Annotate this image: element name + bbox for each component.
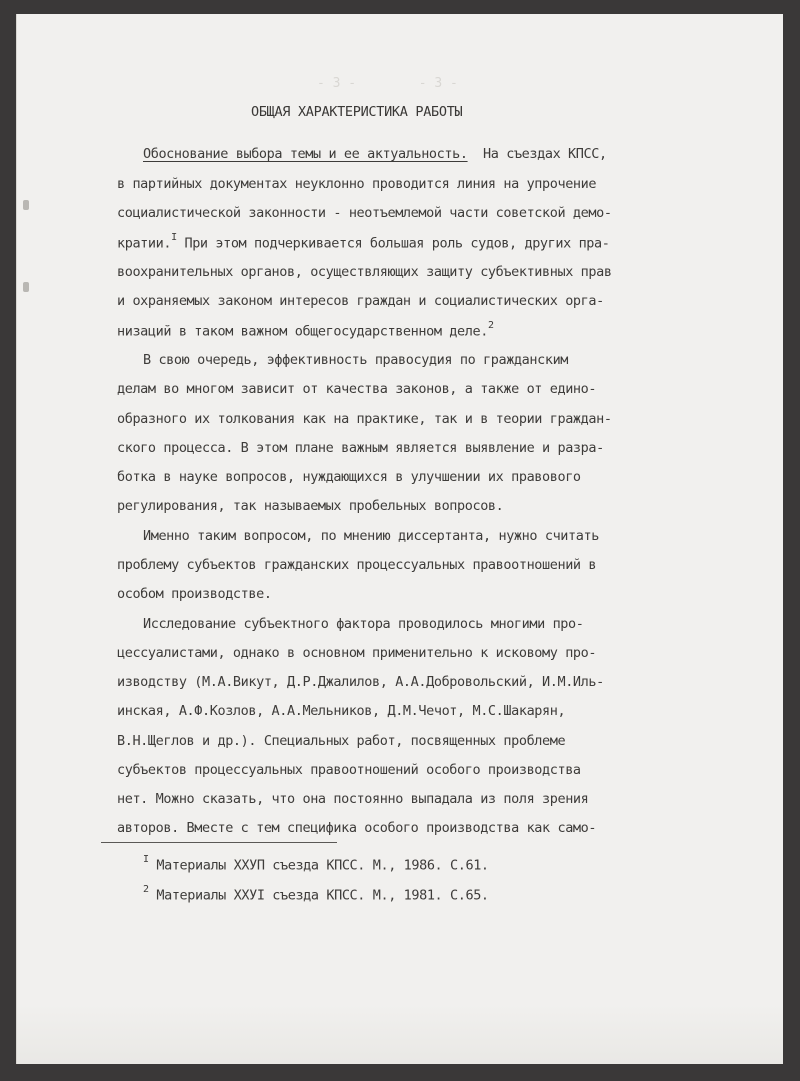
text-line: ботка в науке вопросов, нуждающихся в улучшении их правового [117,469,581,485]
text-line: В свою очередь, эффективность правосудия по гражданским [143,352,569,368]
text-line: цессуалистами, однако в основном применительно к исковому про- [117,645,597,661]
text-line: инская, А.Ф.Козлов, А.А.Мельников, Д.М.Чечот, М.С.Шакарян, [117,703,566,719]
text-line: воохранительных органов, осуществляющих защиту субъективных прав [117,264,612,280]
text-line: образного их толкования как на практике, так и в теории граждан- [117,411,612,427]
text-line: авторов. Вместе с тем специфика особого производства как само- [117,820,597,836]
text-line: в партийных документах неуклонно проводится линия на упрочение [117,176,597,192]
text-line: и охраняемых законом интересов граждан и социалистических орга- [117,293,604,309]
section-heading: Обоснование выбора темы и ее актуальность. [143,146,468,162]
footnote: $^I$ Материалы ХХУП съезда КПСС. М., 1986. С.61. [143,854,489,874]
footnote-mark: 2 [143,884,149,895]
text-line: Обоснование выбора темы и ее актуальность. На съездах КПСС, [143,146,607,162]
text-line: В.Н.Щеглов и др.). Специальных работ, посвященных проблеме [117,733,566,749]
text-line: регулирования, так называемых пробельных вопросов. [117,498,504,514]
text-line: кратии.$^I$ При этом подчеркивается большая роль судов, других пра- [117,232,610,252]
footnote: $^2$ Материалы ХХУI съезда КПСС. М., 1981. С.65. [143,884,489,904]
text-line: проблему субъектов гражданских процессуальных правоотношений в [117,557,597,573]
binding-mark [23,282,29,292]
text-line: Именно таким вопросом, по мнению диссертанта, нужно считать [143,528,599,544]
footnote-ref: 2 [487,320,494,331]
text-line: Исследование субъектного фактора проводилось многими про- [143,616,584,632]
text-line: ского процесса. В этом плане важным является выявление и разра- [117,440,604,456]
page-title: ОБЩАЯ ХАРАКТЕРИСТИКА РАБОТЫ [251,104,463,120]
text-line: субъектов процессуальных правоотношений особого производства [117,762,581,778]
text-line: делам во многом зависит от качества законов, а также от едино- [117,381,597,397]
document-page [16,14,783,1064]
footnote-separator [101,842,337,843]
footnote-mark: I [143,854,149,865]
text-line: социалистической законности - неотъемлемой части советской демо- [117,205,612,221]
binding-mark [23,200,29,210]
text-line: изводству (М.А.Викут, Д.Р.Джалилов, А.А.Добровольский, И.М.Иль- [117,674,604,690]
text-line: низаций в таком важном общегосударственном деле.$^2$ [117,320,494,340]
footnote-ref: I [171,232,177,243]
bleed-through-text: - 3 - - 3 - [317,76,458,91]
text-line: особом производстве. [117,586,272,602]
text-line: нет. Можно сказать, что она постоянно выпадала из поля зрения [117,791,589,807]
